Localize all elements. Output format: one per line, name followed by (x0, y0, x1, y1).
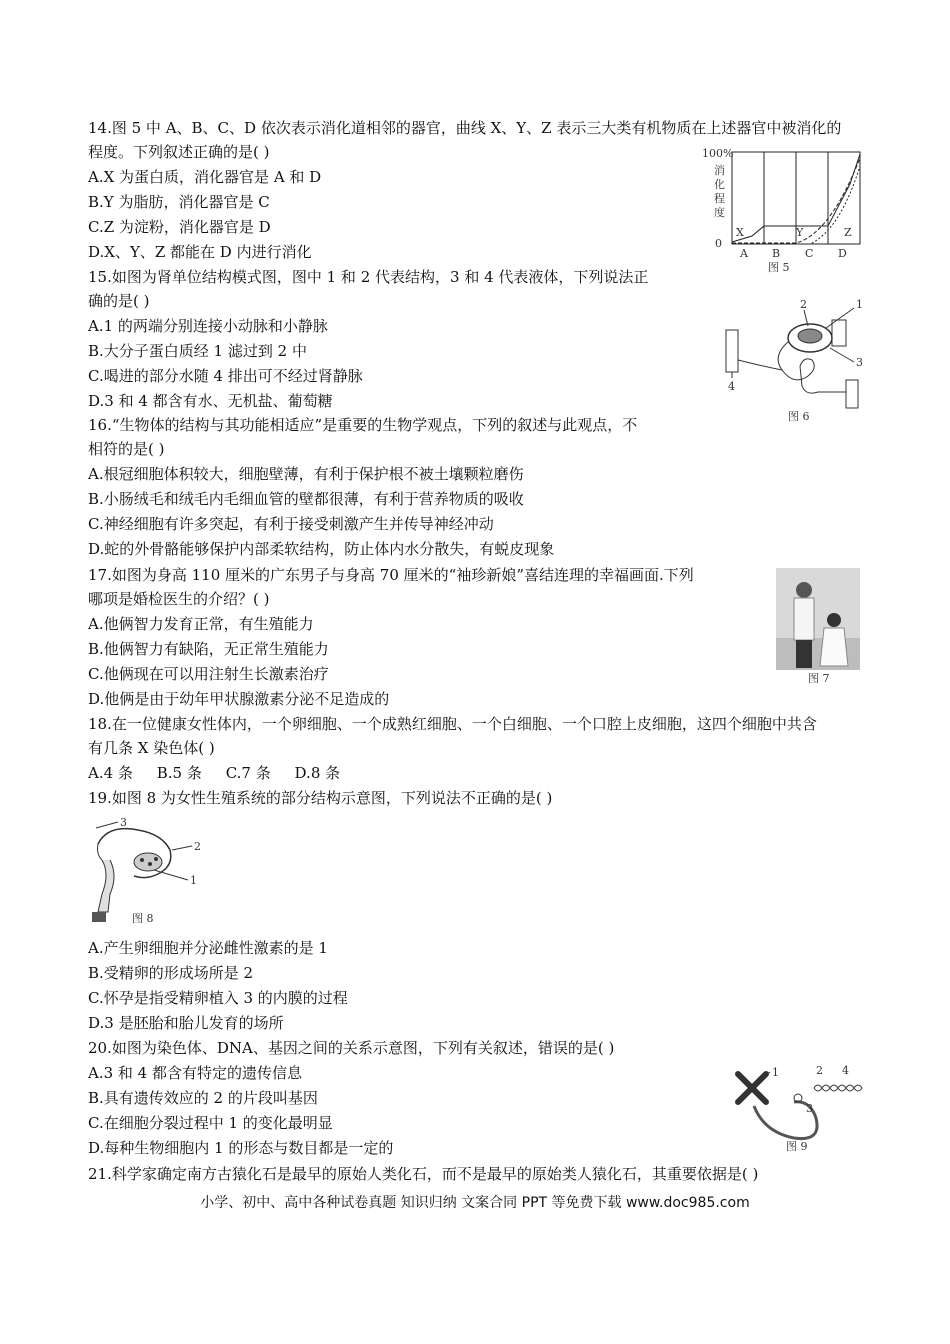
collecting-vessel-left (726, 330, 738, 372)
q16-option-c: C.神经细胞有许多突起，有利于接受刺激产生并传导神经冲动 (88, 515, 494, 533)
figure-5-caption: 图 5 (768, 261, 790, 274)
tube-fimbria (98, 844, 103, 860)
q21-stem-line1: 21.科学家确定南方古猿化石是最早的原始人类化石，而不是最早的原始类人猿化石，其重要依据是( ) (88, 1165, 759, 1183)
tubule-to-collector (738, 360, 782, 370)
page-footer: 小学、初中、高中各种试卷真题 知识归纳 文案合同 PPT 等免费下载 www.doc985.com (200, 1195, 750, 1211)
q19-stem-line1: 19.如图 8 为女性生殖系统的部分结构示意图，下列说法不正确的是( ) (88, 789, 553, 807)
q20-option-b: B.具有遗传效应的 2 的片段叫基因 (88, 1089, 318, 1107)
y-axis-title-char-2: 化 (714, 178, 725, 191)
uterus (98, 860, 114, 912)
q16-option-d: D.蛇的外骨骼能够保护内部柔软结构，防止体内水分散失，有蜕皮现象 (88, 540, 555, 558)
bride-head (827, 613, 841, 627)
q19-option-a: A.产生卵细胞并分泌雌性激素的是 1 (88, 939, 328, 957)
follicle-a (140, 858, 144, 862)
glomerulus (798, 329, 822, 343)
figure-7-photo (776, 568, 860, 686)
y-axis-title-char-4: 度 (714, 206, 725, 219)
man-body (794, 598, 814, 640)
leader-3 (96, 822, 118, 828)
leader-2 (172, 846, 192, 850)
q20-option-d: D.每种生物细胞内 1 的形态与数目都是一定的 (88, 1139, 394, 1157)
curve-label-z: Z (844, 226, 852, 239)
q15-stem-line1: 15.如图为肾单位结构模式图，图中 1 和 2 代表结构，3 和 4 代表液体，下列说法正 (88, 268, 649, 286)
label-2: 2 (194, 840, 201, 853)
figure-7-caption: 图 7 (808, 672, 830, 685)
vessel-right-bottom (846, 380, 858, 408)
label-2: 2 (816, 1064, 823, 1077)
label-1: 1 (772, 1066, 779, 1079)
figure-8-female-reproductive (88, 814, 218, 926)
q20-option-a: A.3 和 4 都含有特定的遗传信息 (88, 1064, 302, 1082)
q18-options: A.4 条 B.5 条 C.7 条 D.8 条 (88, 764, 341, 782)
leader-3 (830, 348, 854, 362)
bride-dress (820, 628, 848, 666)
q17-option-a: A.他俩智力发育正常，有生殖能力 (88, 615, 314, 633)
label-1: 1 (856, 298, 863, 311)
q15-option-d: D.3 和 4 都含有水、无机盐、葡萄糖 (88, 392, 333, 410)
curve-label-y: Y (796, 226, 804, 239)
man-legs (796, 640, 812, 668)
q14-option-d: D.X、Y、Z 都能在 D 内进行消化 (88, 243, 312, 261)
q14-stem-line2: 程度。下列叙述正确的是( ) (88, 143, 270, 161)
q17-stem-line2: 哪项是婚检医生的介绍？( ) (88, 590, 270, 608)
label-3: 3 (806, 1102, 813, 1115)
q15-stem-line2: 确的是( ) (88, 292, 150, 310)
q16-stem-line1: 16.“生物体的结构与其功能相适应”是重要的生物学观点，下列的叙述与此观点，不 (88, 416, 638, 434)
q18-stem-line1: 18.在一位健康女性体内，一个卵细胞、一个成熟红细胞、一个白细胞、一个口腔上皮细胞，这四个细胞中共含 (88, 715, 817, 733)
q20-stem-line1: 20.如图为染色体、DNA、基因之间的关系示意图，下列有关叙述，错误的是( ) (88, 1039, 615, 1057)
q17-stem-line1: 17.如图为身高 110 厘米的广东男子与身高 70 厘米的“袖珍新娘”喜结连理的幸福画面.下列 (88, 566, 694, 584)
organ-label-c: C (805, 247, 814, 260)
q16-stem-line2: 相符的是( ) (88, 440, 165, 458)
figure-8-caption: 图 8 (132, 912, 154, 925)
leader-1 (826, 308, 854, 328)
vessel-right-top (832, 320, 846, 346)
follicle-b (148, 862, 152, 866)
leader-1 (154, 870, 188, 880)
figure-9-chromosome-dna-gene (724, 1062, 866, 1152)
label-4: 4 (728, 380, 735, 393)
figure-5-digestion-chart (700, 144, 870, 274)
organ-label-d: D (838, 247, 847, 260)
figure-9-caption: 图 9 (786, 1140, 808, 1152)
curve-label-x: X (736, 226, 744, 239)
q17-option-b: B.他俩智力有缺陷，无正常生殖能力 (88, 640, 329, 658)
figure-6-caption: 图 6 (788, 410, 810, 423)
vagina (92, 912, 106, 922)
dna-helix-strand-b (814, 1085, 862, 1091)
q15-option-a: A.1 的两端分别连接小动脉和小静脉 (88, 317, 328, 335)
q14-option-a: A.X 为蛋白质，消化器官是 A 和 D (88, 168, 322, 186)
label-2: 2 (800, 298, 807, 311)
organ-label-b: B (772, 247, 781, 260)
q17-option-d: D.他俩是由于幼年甲状腺激素分泌不足造成的 (88, 690, 390, 708)
q18-stem-line2: 有几条 X 染色体( ) (88, 739, 215, 757)
q17-option-c: C.他俩现在可以用注射生长激素治疗 (88, 665, 329, 683)
q15-option-b: B.大分子蛋白质经 1 滤过到 2 中 (88, 342, 307, 360)
label-4: 4 (842, 1064, 849, 1077)
q19-option-c: C.怀孕是指受精卵植入 3 的内膜的过程 (88, 989, 348, 1007)
man-head (796, 582, 812, 598)
follicle-c (154, 857, 158, 861)
y-axis-title-char-3: 程 (714, 192, 725, 205)
q15-option-c: C.喝进的部分水随 4 排出可不经过肾静脉 (88, 367, 363, 385)
q20-option-c: C.在细胞分裂过程中 1 的变化最明显 (88, 1114, 333, 1132)
figure-6-nephron (722, 296, 870, 424)
q16-option-b: B.小肠绒毛和绒毛内毛细血管的壁都很薄，有利于营养物质的吸收 (88, 490, 524, 508)
y-axis-title-char-1: 消 (714, 164, 725, 177)
label-3: 3 (120, 816, 127, 829)
organ-label-a: A (740, 247, 748, 260)
label-3: 3 (856, 356, 863, 369)
q14-stem-line1: 14.图 5 中 A、B、C、D 依次表示消化道相邻的器官，曲线 X、Y、Z 表示三大类有机物质在上述器官中被消化的 (88, 119, 842, 137)
q14-option-c: C.Z 为淀粉，消化器官是 D (88, 218, 271, 236)
label-1: 1 (190, 874, 197, 887)
ovary (134, 853, 162, 871)
q16-option-a: A.根冠细胞体积较大，细胞壁薄，有利于保护根不被土壤颗粒磨伤 (88, 465, 524, 483)
q19-option-d: D.3 是胚胎和胎儿发育的场所 (88, 1014, 284, 1032)
y-axis-top-label: 100% (702, 147, 734, 160)
q19-option-b: B.受精卵的形成场所是 2 (88, 964, 254, 982)
y-axis-title (714, 163, 725, 219)
q14-option-b: B.Y 为脂肪，消化器官是 C (88, 193, 270, 211)
y-axis-zero-label: 0 (715, 237, 722, 250)
